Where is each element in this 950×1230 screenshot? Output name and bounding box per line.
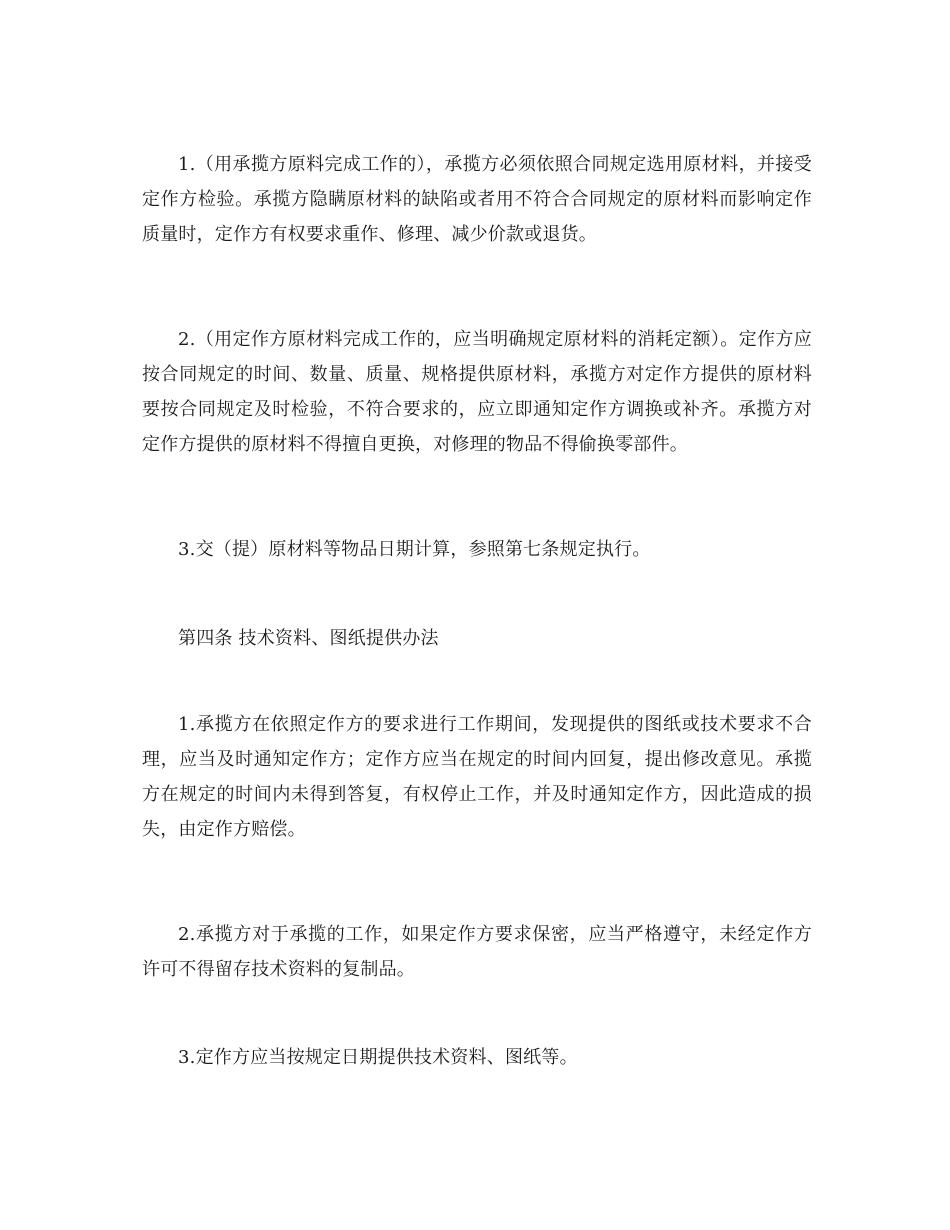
paragraph-clause-3-item-1: 1.（用承揽方原料完成工作的），承揽方必须依照合同规定选用原材料，并接受定作方检验。承揽方隐瞒原材料的缺陷或者用不符合合同规定的原材料而影响定作质量时，定作方有权要求重作、修理、减少价款或退货。 <box>142 154 812 245</box>
paragraph-clause-4-item-1: 1.承揽方在依照定作方的要求进行工作期间，发现提供的图纸或技术要求不合理，应当及时通知定作方；定作方应当在规定的时间内回复，提出修改意见。承揽方在规定的时间内未得到答复，有权停止工作，并及时通知定作方，因此造成的损失，由定作方赔偿。 <box>142 714 812 840</box>
paragraph-clause-4-item-2: 2.承揽方对于承揽的工作，如果定作方要求保密，应当严格遵守，未经定作方许可不得留存技术资料的复制品。 <box>142 924 812 980</box>
section-heading-article-4: 第四条 技术资料、图纸提供办法 <box>178 628 439 649</box>
paragraph-clause-3-item-3: 3.交（提）原材料等物品日期计算，参照第七条规定执行。 <box>178 539 651 560</box>
paragraph-clause-4-item-3: 3.定作方应当按规定日期提供技术资料、图纸等。 <box>178 1047 578 1068</box>
paragraph-clause-3-item-2: 2.（用定作方原材料完成工作的，应当明确规定原材料的消耗定额）。定作方应按合同规定的时间、数量、质量、规格提供原材料，承揽方对定作方提供的原材料要按合同规定及时检验，不符合要求的，应立即通知定作方调换或补齐。承揽方对定作方提供的原材料不得擅自更换，对修理的物品不得偷换零部件。 <box>142 329 812 455</box>
